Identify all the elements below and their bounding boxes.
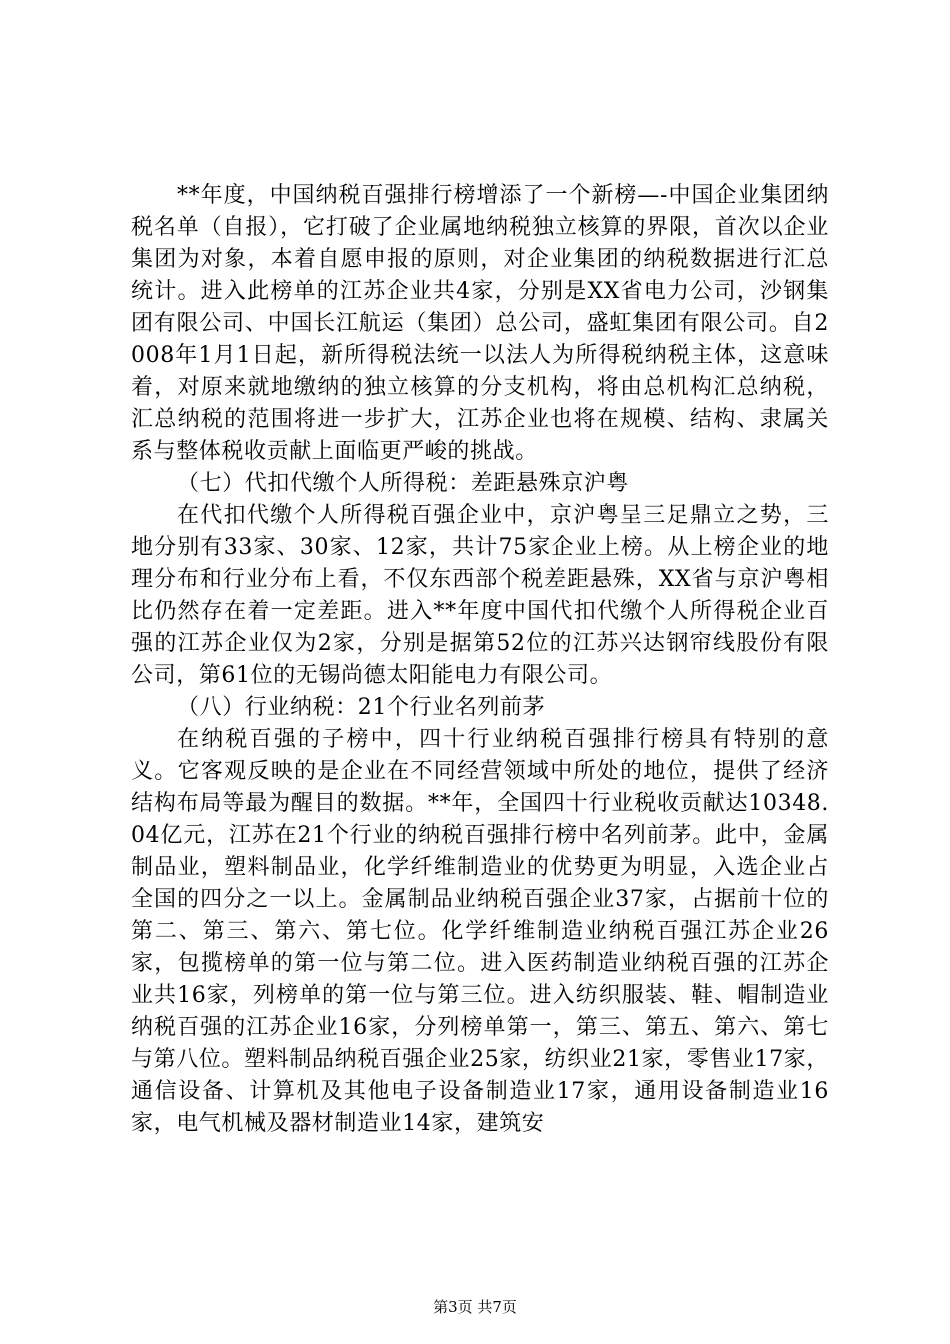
document-body xyxy=(131,180,829,1140)
page-number-footer: 第3页 共7页 xyxy=(433,1298,517,1316)
paragraph-industry-tax: 在纳税百强的子榜中，四十行业纳税百强排行榜具有特别的意义。它客观反映的是企业在不同经营领域中所处的地位，提供了经济结构布局等最为醒目的数据。**年，全国四十行业税收贡献达10348.04亿元，江苏在21个行业的纳税百强排行榜中名列前茅。此中，金属制品业，塑料制品业，化学纤维制造业的优势更为明显，入选企业占全国的四分之一以上。金属制品业纳税百强企业37家，占据前十位的第二、第三、第六、第七位。化学纤维制造业纳税百强江苏企业26家，包揽榜单的第一位与第二位。进入医药制造业纳税百强的江苏企业共16家，列榜单的第一位与第三位。进入纺织服装、鞋、帽制造业纳税百强的江苏企业16家，分列榜单第一，第三、第五、第六、第七与第八位。塑料制品纳税百强企业25家，纺织业21家，零售业17家，通信设备、计算机及其他电子设备制造业17家，通用设备制造业16家，电气机械及器材制造业14家，建筑安 xyxy=(131,727,829,1136)
section-heading-7: （七）代扣代缴个人所得税：差距悬殊京沪粤 xyxy=(177,471,630,496)
section-heading-8: （八）行业纳税：21个行业名列前茅 xyxy=(177,695,546,720)
paragraph-withholding-tax: 在代扣代缴个人所得税百强企业中，京沪粤呈三足鼎立之势，三地分别有33家、30家、12家，共计75家企业上榜。从上榜企业的地理分布和行业分布上看，不仅东西部个税差距悬殊，XX省与京沪粤相比仍然存在着一定差距。进入**年度中国代扣代缴个人所得税企业百强的江苏企业仅为2家，分别是据第52位的江苏兴达钢帘线股份有限公司，第61位的无锡尚德太阳能电力有限公司。 xyxy=(131,503,829,688)
paragraph-group-tax-list: **年度，中国纳税百强排行榜增添了一个新榜—-中国企业集团纳税名单（自报），它打破了企业属地纳税独立核算的界限，首次以企业集团为对象，本着自愿申报的原则，对企业集团的纳税数据进行汇总统计。进入此榜单的江苏企业共4家，分别是XX省电力公司，沙钢集团有限公司、中国长江航运（集团）总公司，盛虹集团有限公司。自2008年1月1日起，新所得税法统一以法人为所得税纳税主体，这意味着，对原来就地缴纳的独立核算的分支机构，将由总机构汇总纳税，汇总纳税的范围将进一步扩大，江苏企业也将在规模、结构、隶属关系与整体税收贡献上面临更严峻的挑战。 xyxy=(131,183,829,464)
